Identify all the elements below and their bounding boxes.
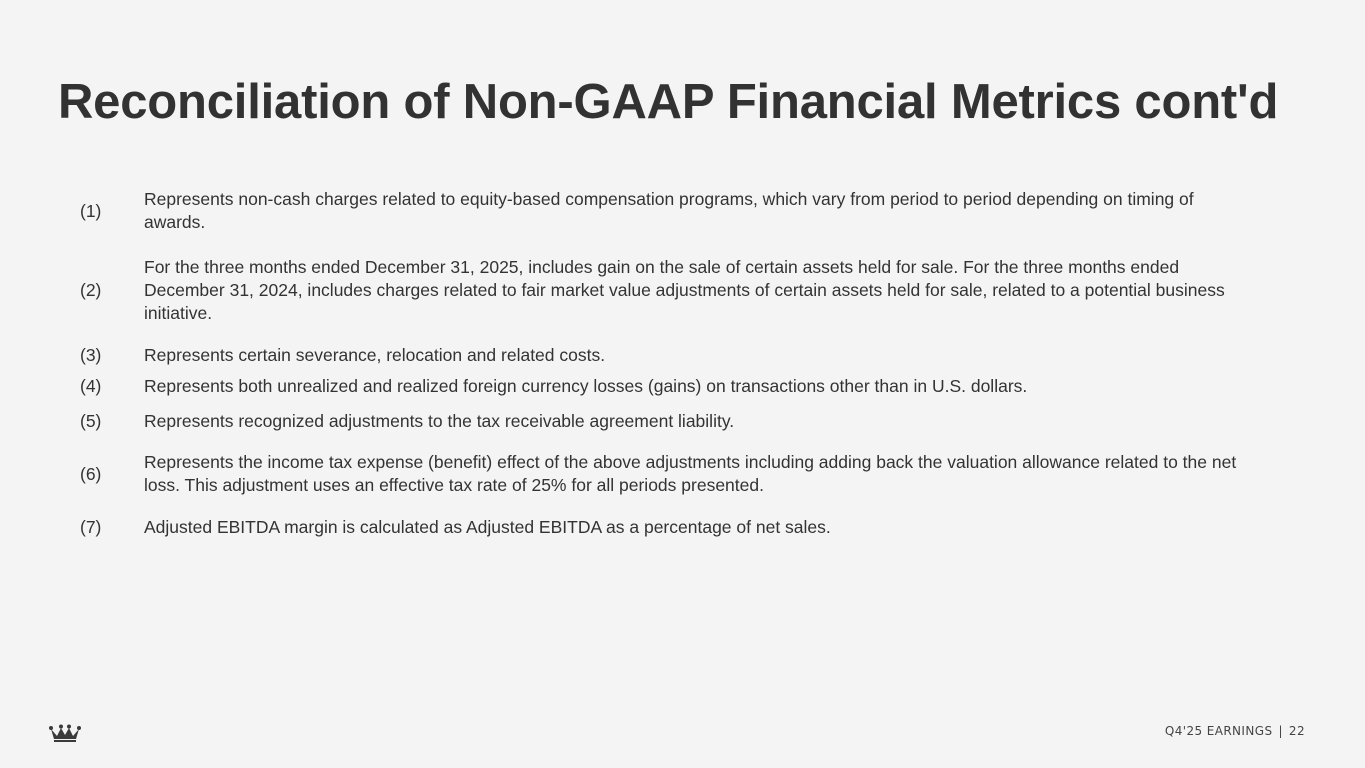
footnote-3 <box>80 343 1240 367</box>
footnote-number: (6) <box>80 463 102 484</box>
footnote-1 <box>80 187 1240 235</box>
footnote-7 <box>80 515 1240 539</box>
footer-separator: | <box>1278 724 1283 738</box>
footnote-number: (7) <box>80 516 102 537</box>
footnote-text: Represents non-cash charges related to equity-based compensation programs, which vary from period to period depending on timing of awards. <box>144 189 1194 232</box>
footnote-text: Represents certain severance, relocation and related costs. <box>144 344 606 365</box>
footnote-number: (3) <box>80 344 102 365</box>
footnote-6 <box>80 450 1240 498</box>
footnote-4 <box>80 374 1240 398</box>
footnote-number: (2) <box>80 279 102 300</box>
slide-footer <box>1165 724 1305 738</box>
page-number: 22 <box>1288 724 1305 738</box>
footnote-2 <box>80 255 1240 325</box>
slide-title: Reconciliation of Non-GAAP Financial Metrics cont'd <box>58 75 1279 129</box>
footnote-5 <box>80 409 1240 433</box>
footnote-text: Represents the income tax expense (benefit) effect of the above adjustments including adding back the valuation allowance related to the net loss. This adjustment uses an effective tax rate of 25% for all periods presented. <box>144 452 1237 495</box>
crown-icon <box>49 722 81 742</box>
footnote-text: Represents both unrealized and realized foreign currency losses (gains) on transactions other than in U.S. dollars. <box>144 375 1028 396</box>
footnote-text: Adjusted EBITDA margin is calculated as Adjusted EBITDA as a percentage of net sales. <box>144 516 831 537</box>
footnote-number: (1) <box>80 200 102 221</box>
footnote-number: (5) <box>80 410 102 431</box>
footnote-text: For the three months ended December 31, 2025, includes gain on the sale of certain assets held for sale. For the three months ended December 31, 2024, includes charges related to fair market value adjustments of certain assets held for sale, related to a potential business initiative. <box>144 256 1225 323</box>
footnote-number: (4) <box>80 375 102 396</box>
footer-label: Q4'25 EARNINGS <box>1164 724 1273 738</box>
footnote-text: Represents recognized adjustments to the tax receivable agreement liability. <box>144 410 735 431</box>
